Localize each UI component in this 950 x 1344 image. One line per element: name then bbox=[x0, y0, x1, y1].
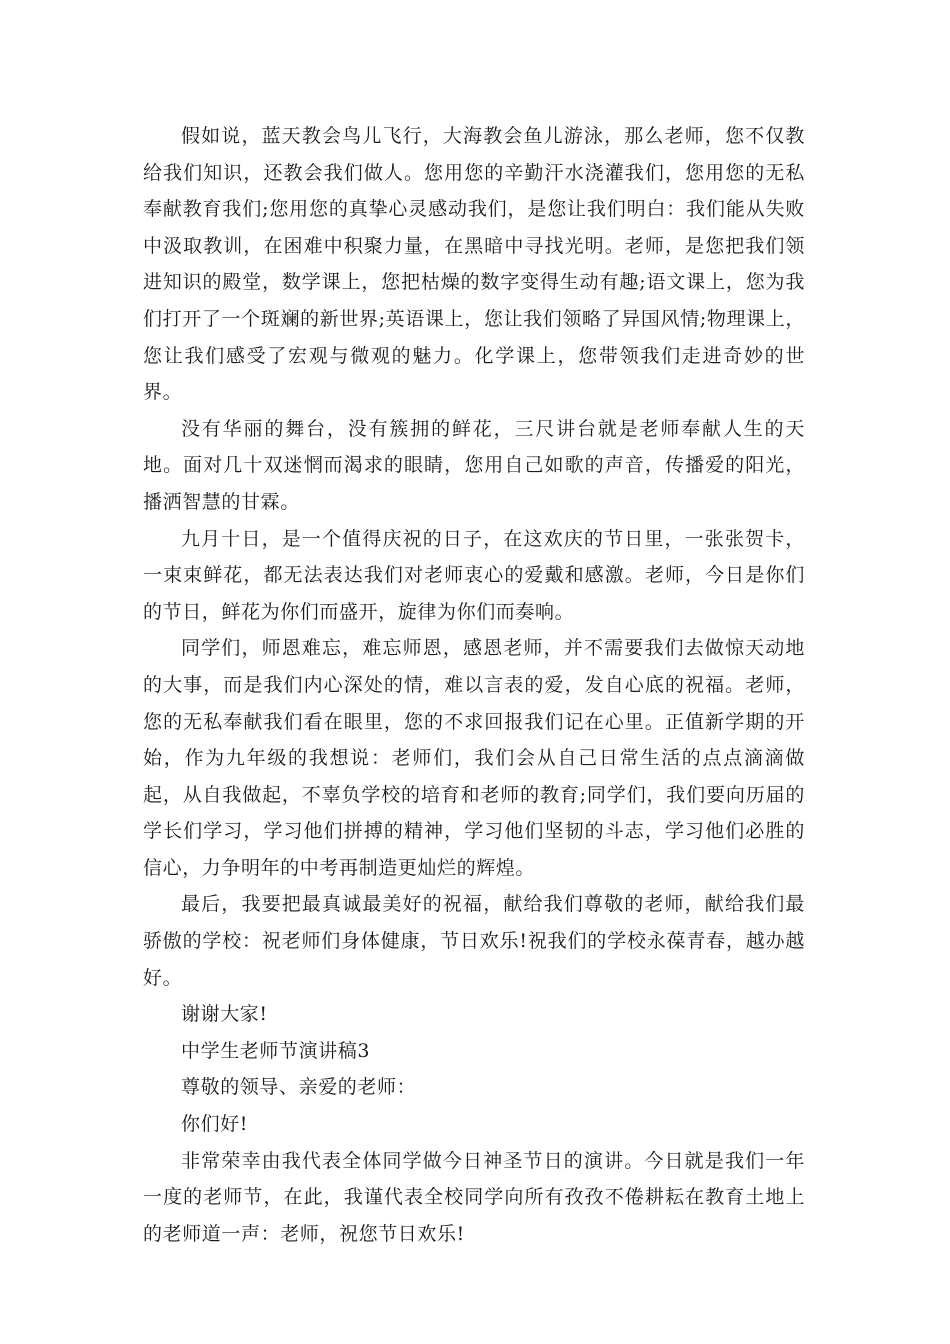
document-page bbox=[143, 118, 805, 1252]
greeting: 你们好! bbox=[181, 1113, 249, 1136]
paragraph-thanks: 谢谢大家! bbox=[181, 1003, 268, 1026]
speech-title: 中学生老师节演讲稿3 bbox=[181, 1039, 371, 1062]
paragraph-opening: 非常荣幸由我代表全体同学做今日神圣节日的演讲。今日就是我们一年一度的老师节，在此，我谨代表全校同学向所有孜孜不倦耕耘在教育土地上的老师道一声：老师，祝您节日欢乐! bbox=[143, 1149, 805, 1245]
paragraph-classmates: 同学们，师恩难忘，难忘师恩，感恩老师，并不需要我们去做惊天动地的大事，而是我们内心深处的情，难以言表的爱，发自心底的祝福。老师，您的无私奉献我们看在眼里，您的不求回报我们记在心里。正值新学期的开始，作为九年级的我想说：老师们，我们会从自己日常生活的点点滴滴做起，从自我做起，不辜负学校的培育和老师的教育;同学们，我们要向历届的学长们学习，学习他们拼搏的精神，学习他们坚韧的斗志，学习他们必胜的信心，力争明年的中考再制造更灿烂的辉煌。 bbox=[143, 637, 805, 879]
paragraph-closing: 最后，我要把最真诚最美好的祝福，献给我们尊敬的老师，献给我们最骄傲的学校：祝老师们身体健康，节日欢乐!祝我们的学校永葆青春，越办越好。 bbox=[143, 893, 805, 989]
salutation: 尊敬的领导、亲爱的老师： bbox=[181, 1076, 417, 1099]
paragraph-intro: 假如说，蓝天教会鸟儿飞行，大海教会鱼儿游泳，那么老师，您不仅教给我们知识，还教会我们做人。您用您的辛勤汗水浇灌我们，您用您的无私奉献教育我们;您用您的真挚心灵感动我们，是您让我们明白：我们能从失败中汲取教训，在困难中积聚力量，在黑暗中寻找光明。老师，是您把我们领进知识的殿堂，数学课上，您把枯燥的数字变得生动有趣;语文课上，您为我们打开了一个斑斓的新世界;英语课上，您让我们领略了异国风情;物理课上，您让我们感受了宏观与微观的魅力。化学课上，您带领我们走进奇妙的世界。 bbox=[143, 125, 805, 404]
paragraph-stage: 没有华丽的舞台，没有簇拥的鲜花，三尺讲台就是老师奉献人生的天地。面对几十双迷惘而渴求的眼睛，您用自己如歌的声音，传播爱的阳光，播洒智慧的甘霖。 bbox=[143, 417, 805, 513]
paragraph-september: 九月十日，是一个值得庆祝的日子，在这欢庆的节日里，一张张贺卡，一束束鲜花，都无法表达我们对老师衷心的爱戴和感激。老师，今日是你们的节日，鲜花为你们而盛开，旋律为你们而奏响。 bbox=[143, 527, 805, 623]
